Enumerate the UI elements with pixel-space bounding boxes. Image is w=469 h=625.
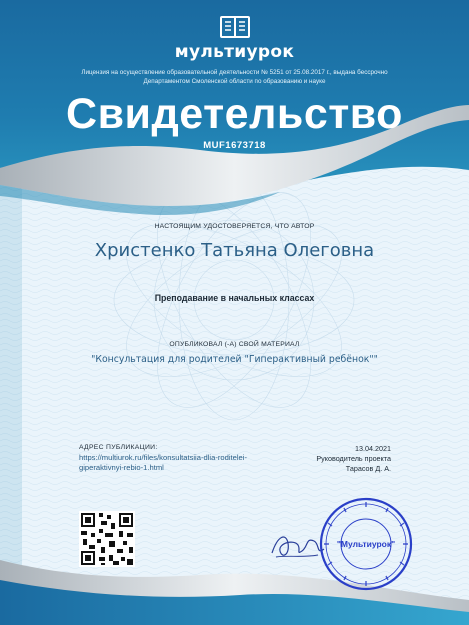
license-text: Лицензия на осуществление образовательной деятельности № 5251 от 25.08.2017 г., выдана бессрочно Департаментом Смоленской области по образованию и науке (81, 69, 388, 85)
author-name: Христенко Татьяна Олеговна (94, 240, 375, 261)
certificate-title: Свидетельство (66, 90, 403, 138)
official-stamp (318, 496, 414, 592)
stamp-center-text: "Мультиурок" (336, 539, 396, 549)
logo (0, 14, 469, 45)
subject-area: Преподавание в начальных классах (154, 293, 315, 303)
signatory-role: Руководитель проекта (316, 454, 391, 463)
publication-address-label: АДРЕС ПУБЛИКАЦИИ: (79, 444, 158, 451)
signatory-name: Тарасов Д. А. (345, 464, 391, 473)
book-icon (220, 14, 250, 40)
signatory-block (316, 444, 391, 474)
material-title: "Консультация для родителей "Гиперактивный ребёнок"" (91, 354, 378, 365)
publication-url[interactable]: https://multiurok.ru/files/konsultatsiia-dlia-roditelei-giperaktivnyi-rebio-1.html (79, 453, 247, 472)
issue-date: 13.04.2021 (355, 444, 391, 453)
qr-code[interactable] (79, 511, 135, 567)
certify-text: НАСТОЯЩИМ УДОСТОВЕРЯЕТСЯ, ЧТО АВТОР (154, 223, 315, 230)
brand-name: мультиурок (174, 42, 295, 62)
certificate-id: MUF1673718 (203, 140, 266, 151)
published-text: ОПУБЛИКОВАЛ (-А) СВОЙ МАТЕРИАЛ (169, 341, 300, 348)
